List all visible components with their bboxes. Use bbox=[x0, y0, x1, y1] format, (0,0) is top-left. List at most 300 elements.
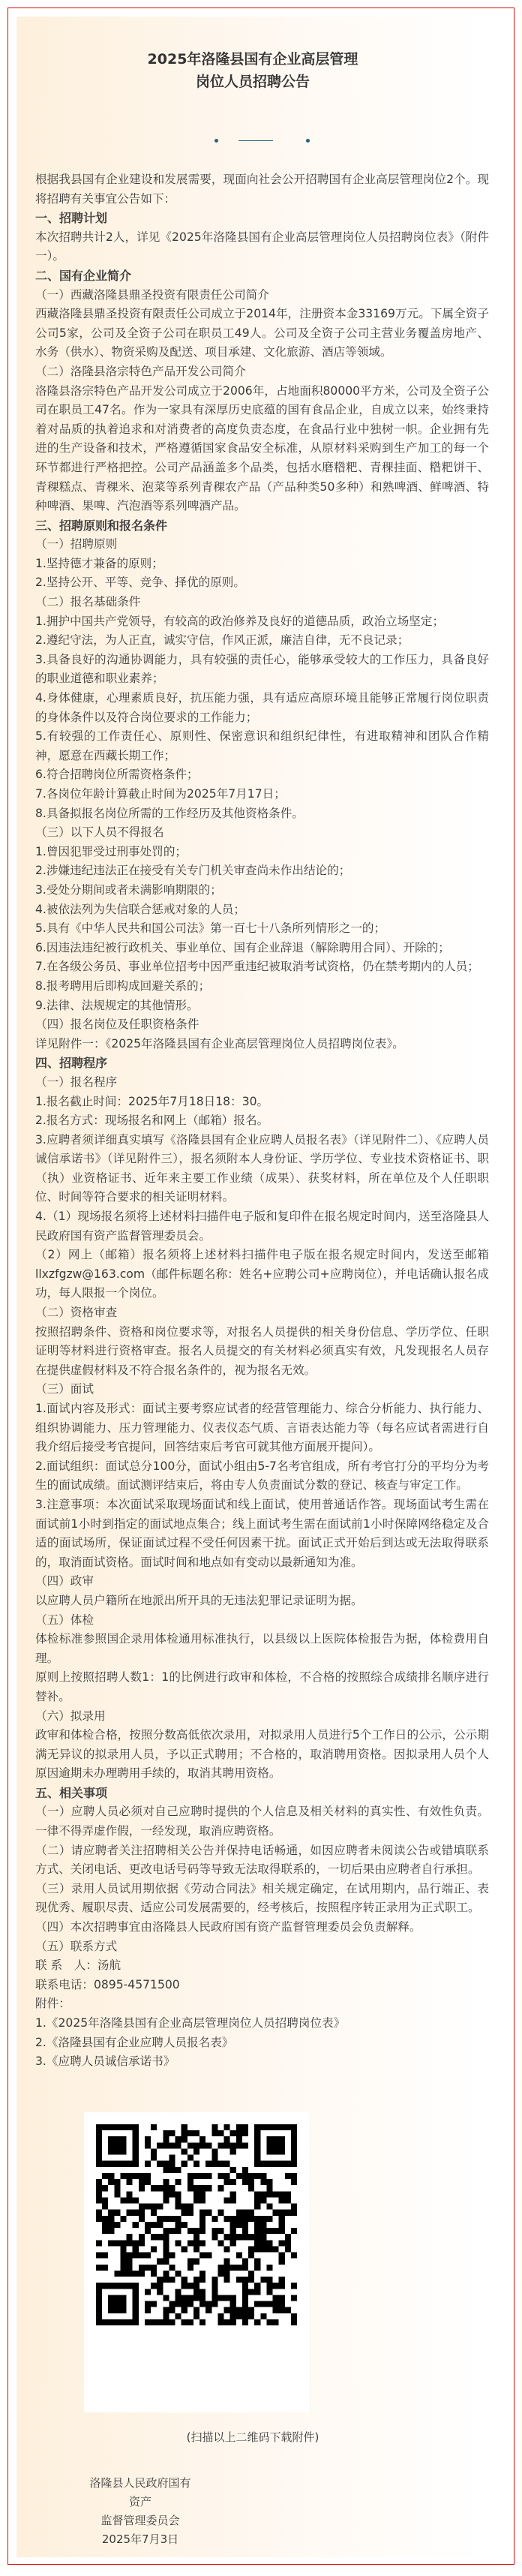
qr-module bbox=[279, 2240, 285, 2246]
qr-module bbox=[108, 2210, 114, 2216]
qr-module bbox=[151, 2210, 157, 2216]
qr-module bbox=[96, 2179, 102, 2185]
qr-module bbox=[291, 2173, 297, 2179]
qr-module bbox=[151, 2185, 157, 2191]
qr-module bbox=[260, 2173, 266, 2179]
signature-date: 2025年7月3日 bbox=[101, 2532, 179, 2546]
qr-module bbox=[218, 2319, 224, 2325]
qr-module bbox=[260, 2191, 266, 2197]
qr-module bbox=[212, 2130, 218, 2136]
signature-org-line-1: 洛隆县人民政府国有资产 bbox=[89, 2476, 191, 2508]
qr-module bbox=[279, 2191, 285, 2197]
qr-module bbox=[260, 2228, 266, 2234]
qr-module bbox=[212, 2234, 218, 2240]
qr-module bbox=[151, 2271, 157, 2277]
qr-module bbox=[200, 2228, 206, 2234]
qr-module bbox=[139, 2271, 145, 2277]
qr-module bbox=[163, 2277, 169, 2283]
qr-module bbox=[127, 2179, 133, 2185]
paragraph: 4.（1）现场报名须将上述材料扫描件电子版和复印件在报名规定时间内，送至洛隆县人民政府国有资产监督管理委员会。 bbox=[35, 1210, 489, 1243]
qr-module bbox=[169, 2277, 175, 2283]
qr-module bbox=[230, 2265, 236, 2271]
qr-module bbox=[127, 2191, 133, 2197]
paragraph: 1.曾因犯罪受过刑事处罚的； bbox=[35, 844, 188, 858]
divider-line bbox=[238, 140, 273, 141]
qr-module bbox=[248, 2277, 254, 2283]
qr-module bbox=[194, 2148, 200, 2154]
paragraph: 3.注意事项：本次面试采取现场面试和线上面试，使用普通话作答。现场面试考生需在面试前1小时到指定的面试地点集合；线上面试考生需在面试前1小时保障网络稳定及合适的面试场所，保证面试过程不受任何因素干扰。面试正式开始后到达或无法取得联系的，取消面试资格。面试时间和地点如有变动以最新通知为准。 bbox=[35, 1497, 489, 1569]
qr-module bbox=[176, 2228, 182, 2234]
qr-module bbox=[224, 2173, 230, 2179]
qr-module bbox=[120, 2173, 126, 2179]
qr-module bbox=[139, 2234, 145, 2240]
qr-module bbox=[200, 2289, 206, 2295]
qr-module bbox=[254, 2319, 260, 2325]
qr-module bbox=[151, 2283, 157, 2289]
qr-module bbox=[266, 2277, 272, 2283]
qr-module bbox=[102, 2204, 108, 2210]
qr-module bbox=[157, 2277, 163, 2283]
qr-module bbox=[200, 2295, 206, 2301]
qr-module bbox=[206, 2173, 212, 2179]
paragraph: 联 系 人：汤航 bbox=[35, 1958, 122, 1973]
signature-block bbox=[88, 2474, 193, 2549]
qr-module bbox=[120, 2265, 126, 2271]
qr-module bbox=[176, 2240, 182, 2246]
qr-module bbox=[188, 2228, 194, 2234]
qr-module bbox=[273, 2283, 279, 2289]
qr-module bbox=[120, 2271, 126, 2277]
qr-module bbox=[273, 2228, 279, 2234]
qr-module bbox=[236, 2313, 242, 2319]
qr-module bbox=[285, 2307, 291, 2313]
qr-module bbox=[194, 2313, 200, 2319]
paragraph: 2.涉嫌违纪违法正在接受有关专门机关审查尚未作出结论的； bbox=[35, 864, 351, 878]
qr-module bbox=[120, 2246, 126, 2252]
paragraph: 以应聘人员户籍所在地派出所开具的无违法犯罪记录证明为据。 bbox=[35, 1593, 363, 1607]
qr-module bbox=[224, 2265, 230, 2271]
qr-module bbox=[242, 2179, 248, 2185]
qr-module bbox=[163, 2246, 169, 2252]
page-title bbox=[16, 48, 489, 93]
qr-module bbox=[230, 2191, 236, 2197]
paragraph: 原则上按照招聘人数1：1的比例进行政审和体检，不合格的按照综合成绩排名顺序进行替补。 bbox=[35, 1670, 489, 1703]
qr-module bbox=[151, 2222, 157, 2228]
qr-module bbox=[120, 2240, 126, 2246]
qr-module bbox=[194, 2191, 200, 2197]
qr-module bbox=[102, 2253, 108, 2259]
qr-module bbox=[102, 2173, 108, 2179]
paragraph: （2）网上（邮箱）报名须将上述材料扫描件电子版在报名规定时间内，发送至邮箱llxzfgzw@163.com（邮件标题名称：姓名+应聘公司+应聘岗位），并电话确认报名成功，每人限报一个岗位。 bbox=[35, 1248, 489, 1300]
qr-module bbox=[163, 2253, 169, 2259]
qr-module bbox=[176, 2167, 182, 2173]
qr-module bbox=[188, 2142, 194, 2148]
qr-module bbox=[242, 2307, 248, 2313]
qr-module bbox=[169, 2265, 175, 2271]
qr-module bbox=[96, 2210, 102, 2216]
qr-module bbox=[218, 2295, 224, 2301]
qr-module bbox=[230, 2167, 236, 2173]
qr-module bbox=[291, 2313, 297, 2319]
qr-module bbox=[260, 2246, 266, 2252]
qr-module bbox=[163, 2228, 169, 2234]
qr-module bbox=[96, 2191, 102, 2197]
qr-module bbox=[102, 2185, 108, 2191]
qr-module bbox=[188, 2319, 194, 2325]
qr-module bbox=[260, 2240, 266, 2246]
qr-module bbox=[145, 2222, 151, 2228]
qr-module bbox=[139, 2240, 145, 2246]
qr-module bbox=[188, 2259, 194, 2265]
qr-module bbox=[254, 2246, 260, 2252]
qr-module bbox=[279, 2307, 285, 2313]
qr-module bbox=[108, 2179, 114, 2185]
qr-module bbox=[194, 2161, 200, 2167]
qr-module bbox=[212, 2301, 218, 2307]
qr-code-icon[interactable] bbox=[96, 2124, 297, 2325]
paragraph: （一）报名程序 bbox=[35, 1075, 118, 1089]
qr-module bbox=[248, 2289, 254, 2295]
qr-module bbox=[218, 2142, 224, 2148]
signature-org-line-2: 监督管理委员会 bbox=[100, 2514, 180, 2527]
qr-module bbox=[176, 2301, 182, 2307]
paragraph: （四）政审 bbox=[35, 1574, 94, 1589]
qr-module bbox=[248, 2216, 254, 2222]
paragraph: （五）联系方式 bbox=[35, 1939, 118, 1953]
qr-module bbox=[212, 2124, 218, 2130]
qr-module bbox=[182, 2130, 188, 2136]
qr-module bbox=[139, 2216, 145, 2222]
qr-module bbox=[163, 2136, 169, 2142]
qr-module bbox=[188, 2301, 194, 2307]
qr-module bbox=[254, 2265, 260, 2271]
paragraph: 1.拥护中国共产党领导，有较高的政治修养及良好的道德品质，政治立场坚定； bbox=[35, 614, 445, 628]
qr-module bbox=[236, 2142, 242, 2148]
paragraph: 2.遵纪守法，为人正直，诚实守信，作风正派，廉洁自律，无不良记录； bbox=[35, 633, 410, 648]
qr-module bbox=[273, 2191, 279, 2197]
qr-module bbox=[248, 2246, 254, 2252]
paragraph: （一）应聘人员必须对自己应聘时提供的个人信息及相关材料的真实性、有效性负责。一律不得弄虚作假，一经发现，取消应聘资格。 bbox=[35, 1805, 489, 1838]
paragraph: 3.具备良好的沟通协调能力，具有较强的责任心，能够承受较大的工作压力，具备良好的职业道德和职业素养； bbox=[35, 652, 489, 686]
qr-module bbox=[96, 2253, 102, 2259]
qr-module bbox=[242, 2301, 248, 2307]
qr-module bbox=[200, 2240, 206, 2246]
qr-module bbox=[254, 2191, 260, 2197]
qr-module bbox=[212, 2148, 218, 2154]
qr-module bbox=[224, 2307, 230, 2313]
qr-module bbox=[96, 2185, 102, 2191]
qr-module bbox=[279, 2283, 285, 2289]
qr-module bbox=[291, 2295, 297, 2301]
qr-module bbox=[176, 2191, 182, 2197]
qr-module bbox=[108, 2222, 114, 2228]
qr-module bbox=[200, 2185, 206, 2191]
qr-module bbox=[145, 2161, 151, 2167]
qr-module bbox=[151, 2234, 157, 2240]
qr-module bbox=[279, 2277, 285, 2283]
qr-module bbox=[120, 2259, 126, 2265]
paragraph: 6.符合招聘岗位所需资格条件； bbox=[35, 768, 199, 782]
qr-module bbox=[260, 2179, 266, 2185]
qr-module bbox=[248, 2271, 254, 2277]
qr-module bbox=[114, 2210, 120, 2216]
qr-module bbox=[145, 2301, 151, 2307]
qr-module bbox=[224, 2136, 230, 2142]
qr-module bbox=[279, 2301, 285, 2307]
section-heading: 二、国有企业简介 bbox=[35, 268, 132, 283]
qr-module bbox=[163, 2259, 169, 2265]
paragraph: （三）以下人员不得报名 bbox=[35, 825, 164, 840]
qr-module bbox=[139, 2253, 145, 2259]
qr-module bbox=[145, 2265, 151, 2271]
qr-module bbox=[176, 2136, 182, 2142]
qr-module bbox=[176, 2216, 182, 2222]
paragraph: 1.面试内容及形式：面试主要考察应试者的经营管理能力、综合分析能力、执行能力、组织协调能力、压力管理能力、仪表仪态气质、言语表达能力等（每名应试者需进行自我介绍后接受考官提问，回答结束后考官可就其他方面展开提问）。 bbox=[35, 1402, 489, 1454]
qr-module bbox=[218, 2173, 224, 2179]
qr-module bbox=[279, 2210, 285, 2216]
qr-module bbox=[102, 2265, 108, 2271]
qr-module bbox=[254, 2204, 260, 2210]
section-heading: 四、招聘程序 bbox=[35, 1056, 108, 1071]
qr-module bbox=[145, 2319, 151, 2325]
qr-module bbox=[273, 2210, 279, 2216]
qr-module bbox=[194, 2289, 200, 2295]
qr-module bbox=[200, 2173, 206, 2179]
qr-module bbox=[230, 2222, 236, 2228]
qr-module bbox=[169, 2185, 175, 2191]
qr-module bbox=[230, 2319, 236, 2325]
announcement-body bbox=[35, 170, 489, 2072]
qr-module bbox=[212, 2228, 218, 2234]
qr-module bbox=[182, 2307, 188, 2313]
qr-module bbox=[236, 2222, 242, 2228]
qr-module bbox=[230, 2301, 236, 2307]
qr-module bbox=[236, 2136, 242, 2142]
qr-module bbox=[230, 2179, 236, 2185]
qr-module bbox=[194, 2277, 200, 2283]
qr-module bbox=[266, 2228, 272, 2234]
qr-module bbox=[151, 2155, 157, 2161]
qr-module bbox=[291, 2283, 297, 2289]
qr-module bbox=[182, 2161, 188, 2167]
qr-module bbox=[169, 2319, 175, 2325]
paragraph: 3.应聘者须详细真实填写《洛隆县国有企业应聘人员报名表》（详见附件二）、《应聘人员诚信承诺书》（详见附件三），报名须附本人身份证、学历学位、专业技术资格证书、职（执）业资格证书、近年来主要工作业绩（成果）、获奖材料，所在单位及个人任职职位、时间等符合要求的相关证明材料。 bbox=[35, 1132, 489, 1204]
qr-module bbox=[236, 2234, 242, 2240]
title-line-1: 2025年洛隆县国有企业高层管理 bbox=[147, 51, 358, 68]
qr-module bbox=[127, 2210, 133, 2216]
qr-module bbox=[157, 2319, 163, 2325]
qr-module bbox=[133, 2240, 139, 2246]
qr-module bbox=[157, 2289, 163, 2295]
qr-module bbox=[224, 2271, 230, 2277]
qr-module bbox=[242, 2295, 248, 2301]
section-heading: 三、招聘原则和报名条件 bbox=[35, 518, 168, 533]
paragraph: （二）资格审查 bbox=[35, 1306, 118, 1320]
qr-module bbox=[127, 2253, 133, 2259]
paragraph: 本次招聘共计2人，详见《2025年洛隆县国有企业高层管理岗位人员招聘岗位表》（附件一）。 bbox=[35, 230, 489, 263]
qr-module bbox=[182, 2283, 188, 2289]
qr-module bbox=[279, 2222, 285, 2228]
qr-code-container bbox=[84, 2112, 309, 2412]
qr-module bbox=[224, 2216, 230, 2222]
qr-module bbox=[163, 2271, 169, 2277]
qr-module bbox=[206, 2210, 212, 2216]
qr-module bbox=[182, 2222, 188, 2228]
qr-module bbox=[127, 2271, 133, 2277]
qr-module bbox=[224, 2277, 230, 2283]
qr-module bbox=[254, 2222, 260, 2228]
paragraph: 西藏洛隆县鼎圣投资有限责任公司成立于2014年，注册资本金33169万元。下属全资子公司5家，公司及全资子公司在职员工49人。公司及全资子公司主营业务覆盖房地产、水务（供水）、物资采购及配送、项目承建、文化旅游、酒店等领域。 bbox=[35, 307, 489, 359]
qr-module bbox=[242, 2289, 248, 2295]
paragraph: （四）本次招聘事宜由洛隆县人民政府国有资产监督管理委员会负责解释。 bbox=[35, 1920, 422, 1934]
qr-module bbox=[224, 2234, 230, 2240]
qr-module bbox=[139, 2185, 145, 2191]
qr-module bbox=[200, 2301, 206, 2307]
qr-module bbox=[108, 2228, 114, 2234]
qr-module bbox=[108, 2136, 126, 2154]
qr-module bbox=[200, 2210, 206, 2216]
qr-module bbox=[279, 2197, 285, 2203]
qr-module bbox=[230, 2216, 236, 2222]
qr-module bbox=[236, 2253, 242, 2259]
qr-module bbox=[260, 2197, 266, 2203]
paragraph: 2.面试组织：面试总分100分，面试小组由5-7名考官组成，所有考官打分的平均分为考生的面试成绩。面试测评结束后，将由专人负责面试分数的登记、核查与审定工作。 bbox=[35, 1459, 489, 1492]
qr-module bbox=[145, 2289, 151, 2295]
qr-module bbox=[133, 2253, 139, 2259]
paragraph: 9.法律、法规规定的其他情形。 bbox=[35, 998, 199, 1012]
qr-module bbox=[194, 2283, 200, 2289]
qr-module bbox=[218, 2265, 224, 2271]
qr-module bbox=[169, 2142, 175, 2148]
qr-module bbox=[273, 2246, 279, 2252]
qr-module bbox=[230, 2307, 236, 2313]
qr-module bbox=[188, 2295, 194, 2301]
qr-module bbox=[285, 2234, 291, 2240]
qr-module bbox=[194, 2240, 200, 2246]
qr-module bbox=[242, 2277, 248, 2283]
qr-module bbox=[242, 2167, 248, 2173]
qr-module bbox=[188, 2185, 194, 2191]
qr-module bbox=[182, 2295, 188, 2301]
qr-module bbox=[151, 2204, 157, 2210]
qr-module bbox=[230, 2234, 236, 2240]
qr-module bbox=[212, 2283, 218, 2289]
paragraph: 根据我县国有企业建设和发展需要，现面向社会公开招聘国有企业高层管理岗位2个。现将招聘有关事宜公告如下： bbox=[35, 173, 489, 206]
qr-module bbox=[163, 2185, 169, 2191]
qr-module bbox=[139, 2173, 145, 2179]
paragraph: 附件： bbox=[35, 1997, 70, 2011]
qr-module bbox=[248, 2179, 254, 2185]
qr-module bbox=[242, 2259, 248, 2265]
qr-module bbox=[157, 2142, 163, 2148]
qr-module bbox=[188, 2240, 194, 2246]
paragraph: 2.报名方式：现场报名和网上（邮箱）报名。 bbox=[35, 1114, 269, 1128]
qr-module bbox=[206, 2142, 212, 2148]
qr-module bbox=[236, 2277, 242, 2283]
qr-module bbox=[242, 2222, 248, 2228]
qr-module bbox=[260, 2216, 266, 2222]
qr-module bbox=[133, 2210, 139, 2216]
qr-module bbox=[200, 2271, 206, 2277]
qr-module bbox=[218, 2210, 224, 2216]
qr-module bbox=[151, 2124, 157, 2130]
qr-module bbox=[248, 2253, 254, 2259]
qr-module bbox=[254, 2228, 260, 2234]
qr-module bbox=[176, 2222, 182, 2228]
qr-module bbox=[163, 2179, 169, 2185]
qr-module bbox=[188, 2179, 194, 2185]
qr-module bbox=[145, 2228, 151, 2234]
qr-module bbox=[157, 2259, 163, 2265]
qr-module bbox=[127, 2265, 133, 2271]
qr-module bbox=[266, 2319, 272, 2325]
qr-module bbox=[273, 2307, 279, 2313]
announcement-panel bbox=[16, 17, 489, 2557]
qr-module bbox=[114, 2191, 120, 2197]
paragraph: 2.坚持公开、平等、竞争、择优的原则。 bbox=[35, 576, 245, 590]
qr-module bbox=[96, 2197, 102, 2203]
qr-module bbox=[133, 2246, 139, 2252]
qr-module bbox=[230, 2240, 236, 2246]
qr-module bbox=[182, 2204, 188, 2210]
paragraph: 详见附件一：《2025年洛隆县国有企业高层管理岗位人员招聘岗位表》。 bbox=[35, 1036, 404, 1051]
qr-module bbox=[224, 2179, 230, 2185]
qr-module bbox=[236, 2130, 242, 2136]
qr-module bbox=[285, 2197, 291, 2203]
qr-module bbox=[120, 2253, 126, 2259]
paragraph: （五）体检 bbox=[35, 1613, 94, 1627]
qr-module bbox=[169, 2191, 175, 2197]
qr-module bbox=[163, 2130, 169, 2136]
qr-module bbox=[108, 2240, 114, 2246]
qr-module bbox=[133, 2271, 139, 2277]
qr-module bbox=[266, 2216, 272, 2222]
paragraph: 2.《洛隆县国有企业应聘人员报名表》 bbox=[35, 2035, 234, 2049]
qr-module bbox=[163, 2142, 169, 2148]
qr-module bbox=[151, 2301, 157, 2307]
qr-module bbox=[182, 2319, 188, 2325]
qr-module bbox=[206, 2253, 212, 2259]
paragraph: 6.因违法违纪被行政机关、事业单位、国有企业辞退（解除聘用合同）、开除的； bbox=[35, 940, 450, 954]
qr-module bbox=[242, 2130, 248, 2136]
qr-module bbox=[157, 2283, 163, 2289]
qr-module bbox=[176, 2289, 182, 2295]
qr-module bbox=[230, 2148, 236, 2154]
paragraph: （二）洛隆县洛宗特色产品开发公司简介 bbox=[35, 364, 246, 378]
qr-module bbox=[194, 2295, 200, 2301]
qr-module bbox=[108, 2216, 114, 2222]
qr-module bbox=[194, 2228, 200, 2234]
paragraph: 体检标准参照国企录用体检通用标准执行，以县级以上医院体检报告为据，体检费用自理。 bbox=[35, 1632, 489, 1665]
qr-module bbox=[163, 2295, 169, 2301]
qr-module bbox=[236, 2173, 242, 2179]
qr-module bbox=[273, 2295, 279, 2301]
qr-module bbox=[242, 2142, 248, 2148]
qr-module bbox=[266, 2246, 272, 2252]
paragraph: 3.受处分期间或者未满影响期限的； bbox=[35, 882, 222, 897]
qr-module bbox=[145, 2253, 151, 2259]
qr-module bbox=[254, 2234, 260, 2240]
qr-module bbox=[266, 2301, 272, 2307]
qr-module bbox=[96, 2265, 102, 2271]
qr-module bbox=[260, 2277, 266, 2283]
qr-module bbox=[212, 2155, 218, 2161]
qr-module bbox=[291, 2210, 297, 2216]
qr-module bbox=[96, 2216, 102, 2222]
qr-module bbox=[291, 2204, 297, 2210]
qr-module bbox=[145, 2173, 151, 2179]
qr-module bbox=[102, 2222, 108, 2228]
